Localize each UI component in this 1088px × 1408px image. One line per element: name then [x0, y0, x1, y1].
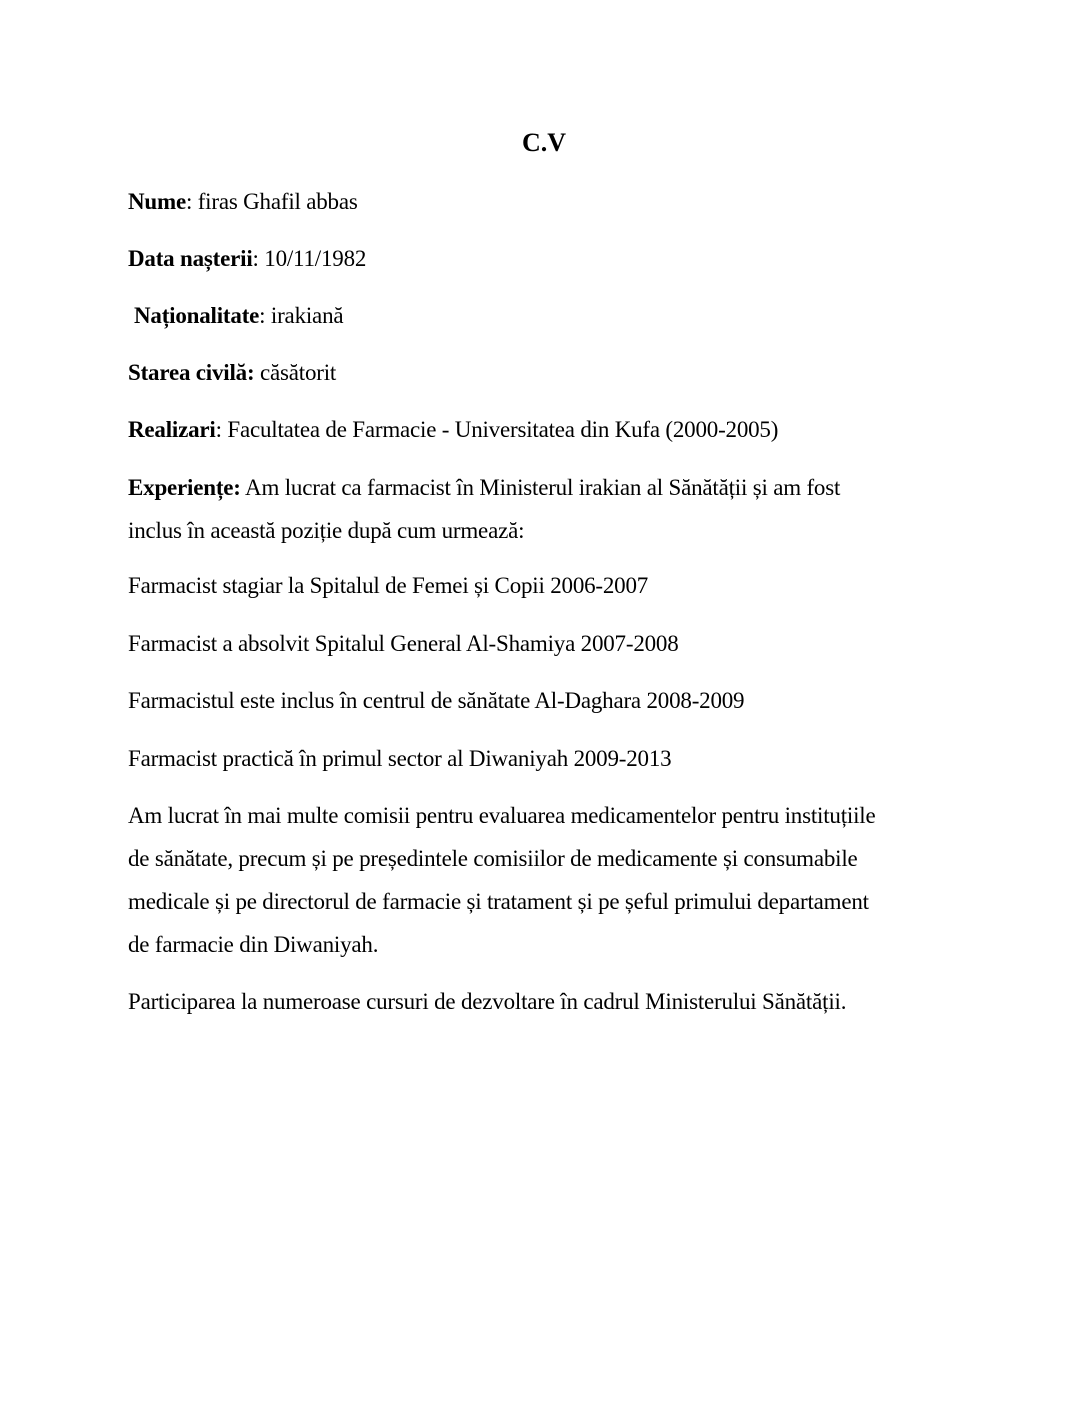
birth-label: Data nașterii: [128, 246, 253, 271]
birth-field: [128, 245, 366, 273]
name-value: : firas Ghafil abbas: [185, 189, 358, 214]
achievements-label: Realizari: [128, 417, 216, 442]
position-item: Farmacist a absolvit Spitalul General Al-Shamiya 2007-2008: [128, 631, 679, 656]
position-item: Farmacist practică în primul sector al Diwaniyah 2009-2013: [128, 746, 672, 771]
committees-line: Am lucrat în mai multe comisii pentru evaluarea medicamentelor pentru instituțiile: [128, 803, 876, 828]
experience-value: Am lucrat ca farmacist în Ministerul irakian al Sănătății și am fost: [240, 475, 841, 500]
birth-value: : 10/11/1982: [252, 246, 367, 271]
civil-status-field: [128, 359, 336, 387]
nationality-label: Naționalitate: [134, 303, 260, 328]
document-title: C.V: [521, 128, 567, 157]
committees-line: medicale și pe directorul de farmacie și tratament și pe șeful primului departament: [128, 889, 869, 914]
experience-label: Experiențe:: [128, 475, 241, 500]
committees-line: de farmacie din Diwaniyah.: [128, 932, 379, 957]
experience-field: [128, 474, 840, 502]
committees-line: de sănătate, precum și pe președintele comisiilor de medicamente și consumabile: [128, 846, 858, 871]
civil-status-value: căsătorit: [254, 360, 337, 385]
position-item: Farmacist stagiar la Spitalul de Femei și Copii 2006-2007: [128, 573, 649, 598]
courses-paragraph: Participarea la numeroase cursuri de dezvoltare în cadrul Ministerului Sănătății.: [128, 989, 847, 1014]
name-label: Nume: [128, 189, 186, 214]
nationality-value: : irakiană: [259, 303, 344, 328]
experience-continued: inclus în această poziție după cum urmează:: [128, 518, 525, 543]
achievements-value: : Facultatea de Farmacie - Universitatea din Kufa (2000-2005): [215, 417, 779, 442]
civil-status-label: Starea civilă:: [128, 360, 255, 385]
achievements-field: [128, 416, 778, 444]
position-item: Farmacistul este inclus în centrul de sănătate Al-Daghara 2008-2009: [128, 688, 745, 713]
name-field: [128, 188, 358, 216]
nationality-field: [134, 302, 343, 330]
